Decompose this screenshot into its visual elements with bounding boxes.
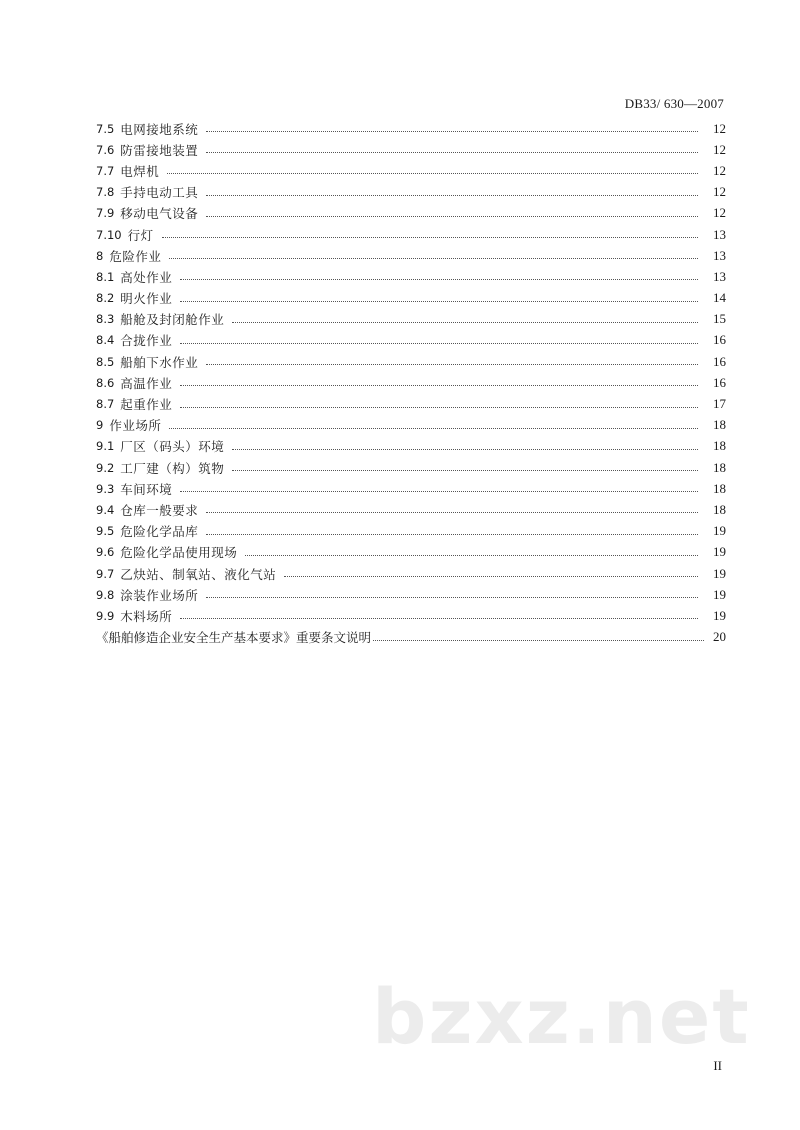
toc-section-title: 《船舶修造企业安全生产基本要求》重要条文说明 [96, 630, 372, 646]
toc-section-number: 9.9 [96, 608, 115, 623]
toc-section-title: 高处作业 [120, 269, 173, 285]
toc-dot-leader [206, 131, 698, 132]
toc-page-number: 12 [713, 141, 726, 157]
toc-entry[interactable] [96, 499, 726, 520]
page-number: II [713, 1058, 722, 1073]
toc-entry[interactable] [96, 478, 726, 499]
toc-dot-leader [180, 343, 698, 344]
toc-section-number: 9.3 [96, 481, 115, 496]
toc-section-title: 移动电气设备 [120, 206, 199, 222]
toc-dot-leader [180, 618, 698, 619]
toc-section-number: 7.6 [96, 142, 115, 157]
toc-section-title: 作业场所 [109, 418, 162, 434]
toc-section-title: 船舶下水作业 [120, 354, 199, 370]
toc-section-number: 9.6 [96, 545, 115, 560]
toc-dot-leader [245, 555, 698, 556]
toc-section-number: 7.8 [96, 185, 115, 200]
toc-entry[interactable] [96, 266, 726, 287]
toc-dot-leader [169, 258, 698, 259]
toc-page-number: 12 [713, 205, 726, 221]
toc-page-number: 13 [713, 247, 726, 263]
toc-section-number: 9.5 [96, 524, 115, 539]
toc-entry[interactable] [96, 203, 726, 224]
toc-section-number: 8.6 [96, 375, 115, 390]
toc-page-number: 19 [713, 544, 726, 560]
toc-section-number: 7.9 [96, 206, 115, 221]
toc-dot-leader [284, 576, 698, 577]
toc-section-title: 危险化学品库 [120, 524, 199, 540]
toc-section-number: 9.2 [96, 460, 115, 475]
toc-dot-leader [206, 152, 698, 153]
toc-section-title: 仓库一般要求 [120, 502, 199, 518]
toc-page-number: 16 [713, 353, 726, 369]
toc-page-number: 12 [713, 184, 726, 200]
toc-section-number: 9.4 [96, 502, 115, 517]
toc-section-title: 手持电动工具 [120, 185, 199, 201]
toc-section-number: 8.4 [96, 333, 115, 348]
toc-entry[interactable] [96, 160, 726, 181]
toc-entry[interactable] [96, 627, 726, 648]
toc-page-number: 18 [713, 459, 726, 475]
toc-dot-leader [206, 364, 698, 365]
toc-section-number: 7.5 [96, 121, 115, 136]
toc-dot-leader [206, 195, 698, 196]
toc-page-number: 12 [713, 162, 726, 178]
toc-page-number: 19 [713, 586, 726, 602]
toc-section-title: 电焊机 [120, 163, 160, 179]
toc-dot-leader [373, 640, 704, 641]
toc-dot-leader [180, 491, 698, 492]
toc-entry[interactable] [96, 393, 726, 414]
watermark: bzxz.net [372, 972, 751, 1061]
toc-section-title: 防雷接地装置 [120, 142, 199, 158]
toc-section-title: 合拢作业 [120, 333, 173, 349]
toc-page-number: 18 [713, 417, 726, 433]
toc-dot-leader [206, 597, 698, 598]
toc-entry[interactable] [96, 139, 726, 160]
toc-section-number: 7.10 [96, 227, 122, 242]
toc-section-title: 高温作业 [120, 375, 173, 391]
toc-dot-leader [167, 173, 698, 174]
toc-section-title: 工厂建（构）筑物 [120, 460, 225, 476]
toc-page-number: 18 [713, 501, 726, 517]
toc-dot-leader [180, 385, 698, 386]
toc-section-number: 8 [96, 248, 104, 263]
toc-section-number: 8.7 [96, 397, 115, 412]
toc-section-title: 明火作业 [120, 291, 173, 307]
toc-entry[interactable] [96, 542, 726, 563]
toc-page-number: 19 [713, 607, 726, 623]
toc-entry[interactable] [96, 330, 726, 351]
toc-page-number: 20 [713, 629, 726, 645]
toc-entry[interactable] [96, 224, 726, 245]
table-of-contents [96, 118, 726, 648]
toc-section-number: 7.7 [96, 163, 115, 178]
toc-section-number: 9.1 [96, 439, 115, 454]
toc-entry[interactable] [96, 457, 726, 478]
toc-section-title: 乙炔站、制氧站、液化气站 [120, 566, 277, 582]
toc-entry[interactable] [96, 521, 726, 542]
toc-dot-leader [206, 216, 698, 217]
toc-page-number: 13 [713, 268, 726, 284]
toc-entry[interactable] [96, 245, 726, 266]
toc-section-title: 涂装作业场所 [120, 587, 199, 603]
toc-section-title: 厂区（码头）环境 [120, 439, 225, 455]
toc-page-number: 18 [713, 438, 726, 454]
toc-dot-leader [232, 449, 698, 450]
toc-page-number: 15 [713, 311, 726, 327]
toc-section-number: 8.5 [96, 354, 115, 369]
toc-page-number: 12 [713, 120, 726, 136]
toc-entry[interactable] [96, 309, 726, 330]
toc-dot-leader [169, 428, 698, 429]
document-code: DB33/ 630—2007 [624, 96, 724, 111]
toc-entry[interactable] [96, 372, 726, 393]
toc-entry[interactable] [96, 605, 726, 626]
toc-dot-leader [206, 512, 698, 513]
toc-entry[interactable] [96, 563, 726, 584]
toc-entry[interactable] [96, 584, 726, 605]
toc-section-number: 9.8 [96, 587, 115, 602]
toc-entry[interactable] [96, 288, 726, 309]
toc-entry[interactable] [96, 415, 726, 436]
toc-section-number: 8.2 [96, 291, 115, 306]
toc-section-title: 危险作业 [109, 248, 162, 264]
toc-dot-leader [232, 322, 698, 323]
toc-section-number: 9 [96, 418, 104, 433]
toc-entry[interactable] [96, 118, 726, 139]
toc-section-number: 8.1 [96, 269, 115, 284]
toc-section-title: 木料场所 [120, 608, 173, 624]
toc-section-number: 9.7 [96, 566, 115, 581]
toc-entry[interactable] [96, 436, 726, 457]
toc-page-number: 14 [713, 290, 726, 306]
toc-dot-leader [162, 237, 698, 238]
toc-section-title: 车间环境 [120, 481, 173, 497]
toc-page-number: 16 [713, 374, 726, 390]
toc-page-number: 18 [713, 480, 726, 496]
toc-dot-leader [206, 534, 698, 535]
toc-dot-leader [180, 301, 698, 302]
toc-entry[interactable] [96, 351, 726, 372]
toc-entry[interactable] [96, 182, 726, 203]
toc-section-title: 行灯 [127, 227, 154, 243]
toc-section-title: 起重作业 [120, 397, 173, 413]
toc-section-title: 电网接地系统 [120, 121, 199, 137]
toc-page-number: 16 [713, 332, 726, 348]
toc-dot-leader [180, 279, 698, 280]
toc-page-number: 13 [713, 226, 726, 242]
toc-section-title: 船舱及封闭舱作业 [120, 312, 225, 328]
toc-dot-leader [180, 407, 698, 408]
toc-section-title: 危险化学品使用现场 [120, 545, 238, 561]
toc-page-number: 19 [713, 523, 726, 539]
toc-dot-leader [232, 470, 698, 471]
toc-page-number: 19 [713, 565, 726, 581]
toc-page-number: 17 [713, 396, 726, 412]
toc-section-number: 8.3 [96, 312, 115, 327]
